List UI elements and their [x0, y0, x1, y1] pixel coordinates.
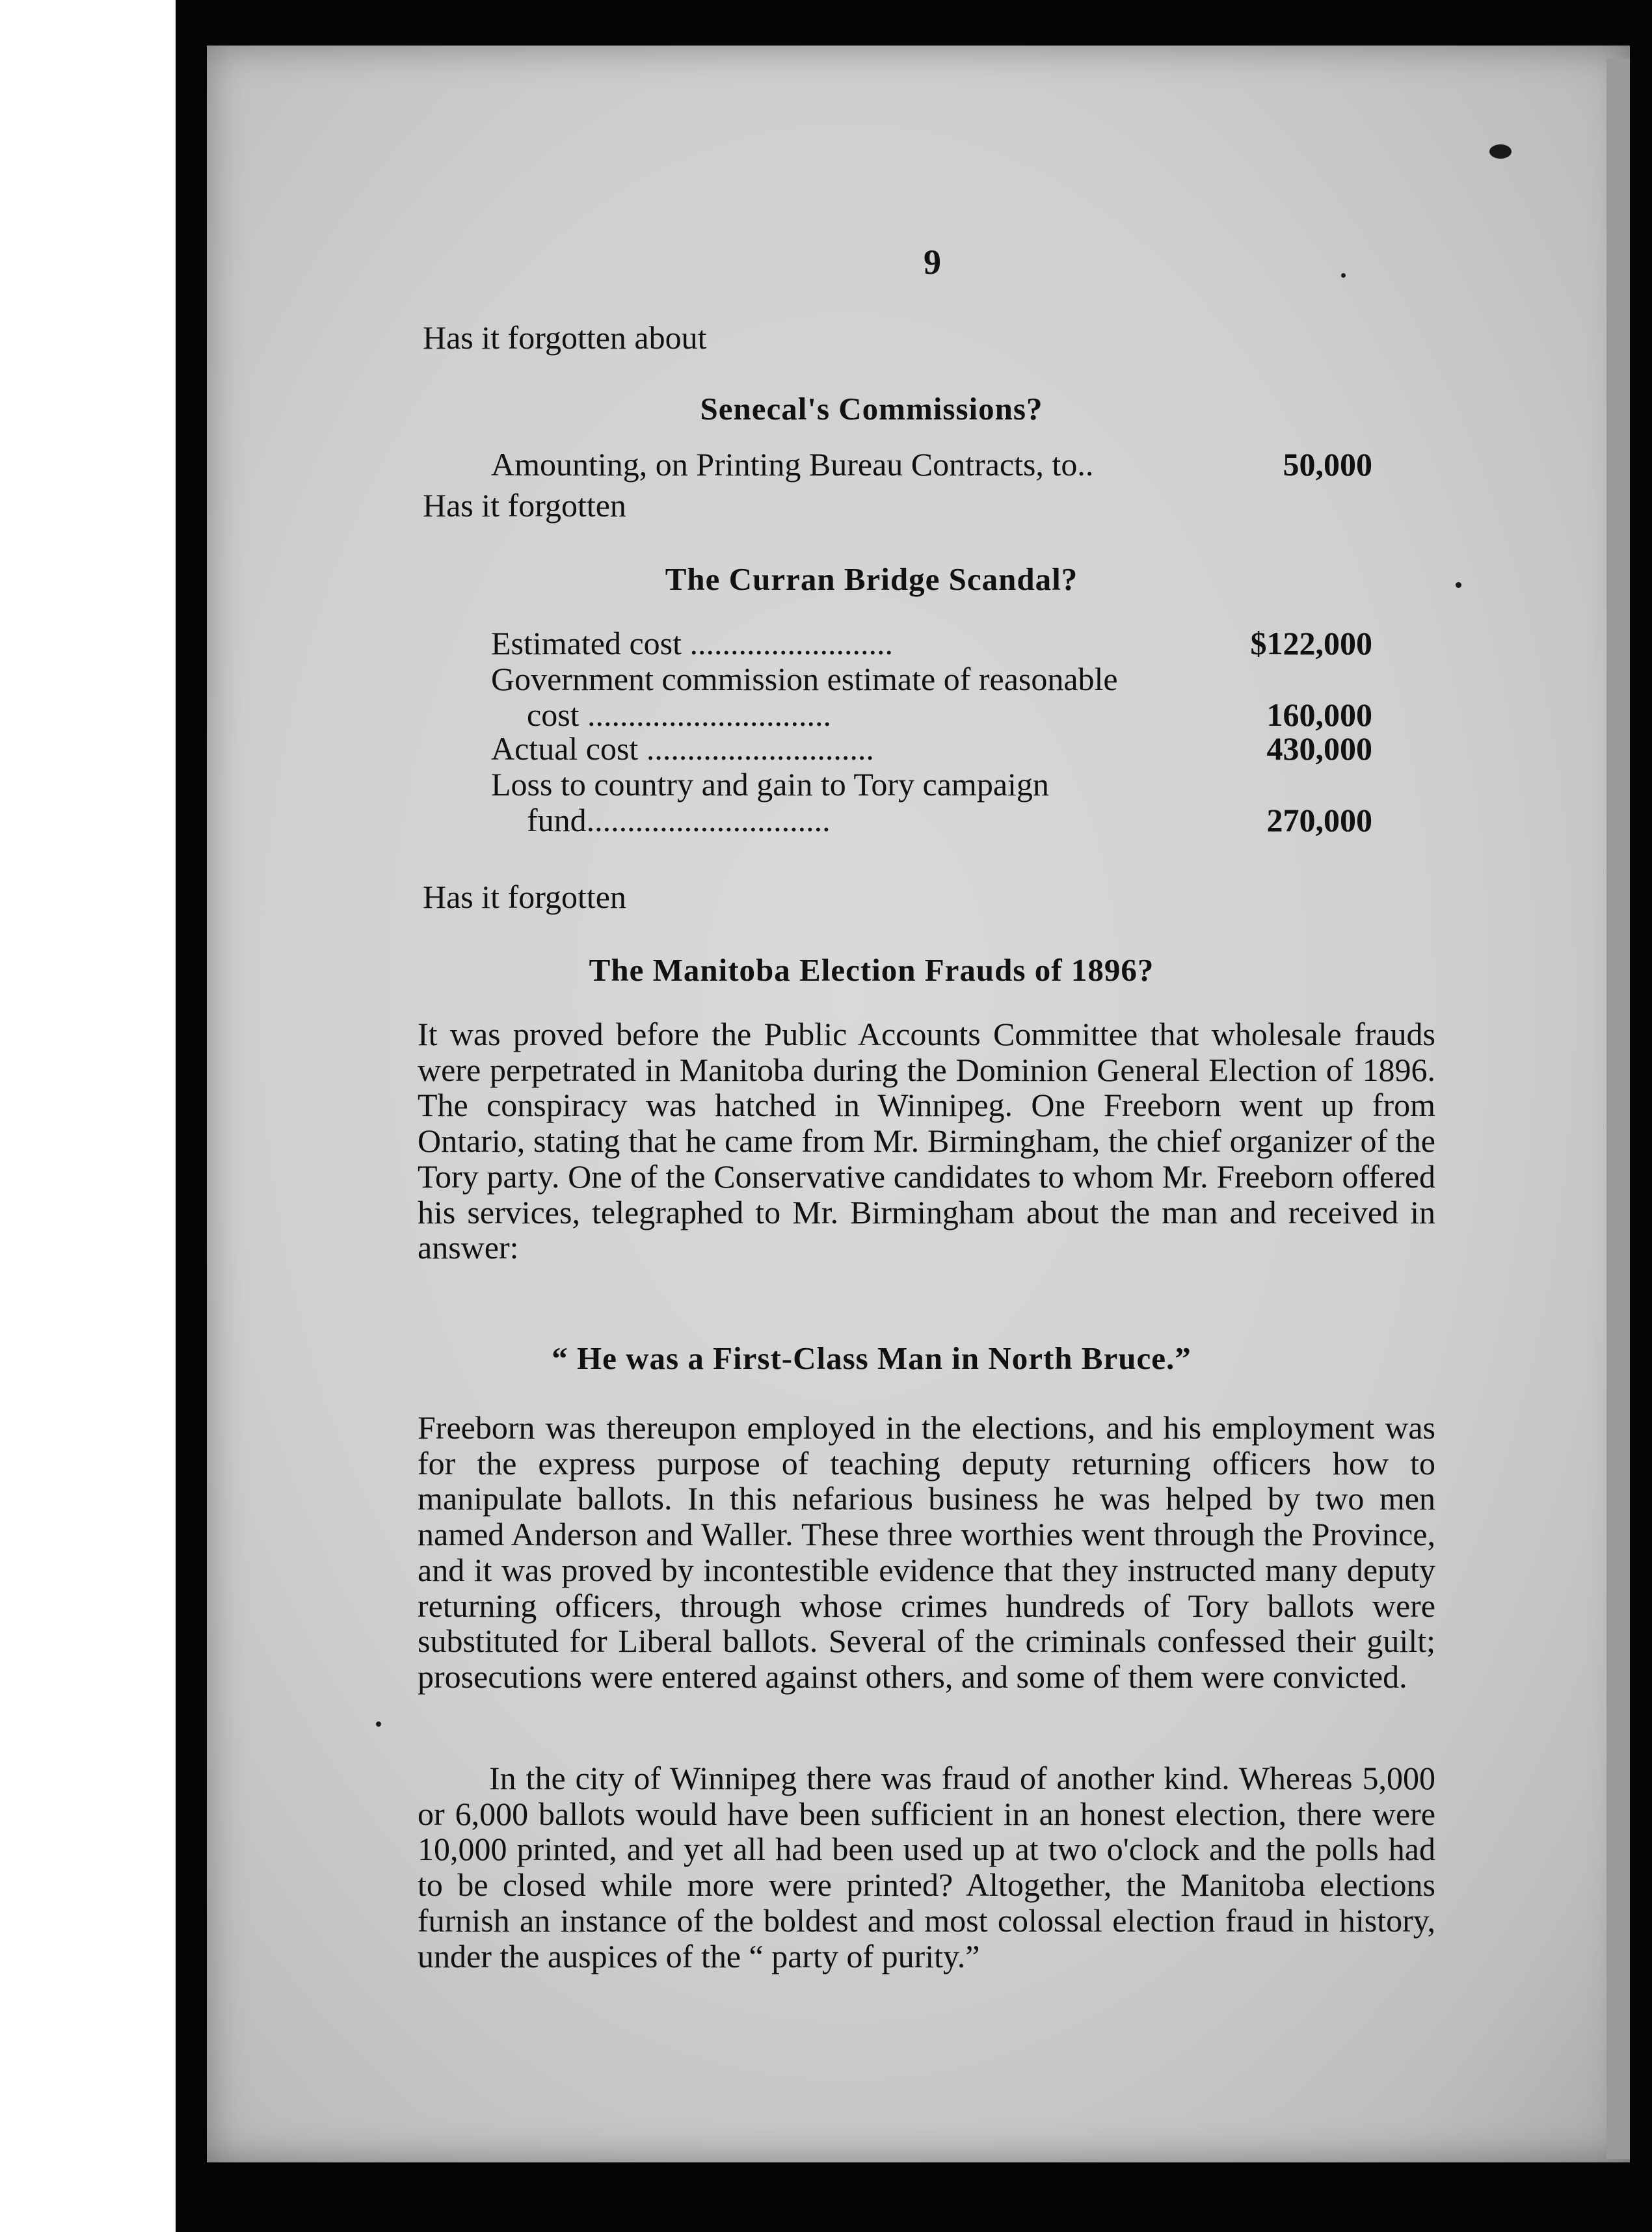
body-paragraph: Freeborn was thereupon employed in the elections, and his employment was for the express purpose of teaching deputy returning officers how to manipulate ballots. In this nefarious business he was helped by two men named Anderson and Waller. These three worthies went through the Province, and it was proved by incontestible evidence that they instructed many deputy returning officers, through whose crimes hundreds of Tory ballots were substituted for Liberal ballots. Several of the criminals confessed their guilt; prosecutions were entered against others, and some of them were convicted. [418, 1409, 1435, 1695]
scan-speck [1456, 582, 1461, 588]
ledger-amount: 160,000 [1266, 697, 1372, 733]
ledger-label: fund.............................. [527, 802, 831, 838]
ledger-label: Estimated cost ......................... [491, 625, 893, 661]
section-heading: Senecal's Commissions? [700, 391, 1043, 427]
section-heading: “ He was a First-Class Man in North Bruce.” [552, 1340, 1192, 1376]
ledger-amount: $122,000 [1250, 625, 1372, 661]
ledger-amount: 50,000 [1283, 446, 1372, 483]
scan-speck [1489, 144, 1512, 159]
scan-speck [1341, 273, 1346, 278]
intro-line: Has it forgotten [423, 487, 626, 524]
page-edge [1606, 59, 1630, 2159]
intro-line: Has it forgotten about [423, 319, 707, 356]
intro-line: Has it forgotten [423, 879, 626, 915]
section-heading: The Manitoba Election Frauds of 1896? [589, 952, 1154, 988]
ledger-label: Amounting, on Printing Bureau Contracts, to.. [491, 446, 1094, 483]
ledger-label: Actual cost ............................ [491, 730, 874, 767]
page-margin [0, 0, 176, 2232]
ledger-label: cost .............................. [527, 697, 832, 733]
body-paragraph: In the city of Winnipeg there was fraud of another kind. Whereas 5,000 or 6,000 ballots would have been sufficient in an honest election, there were 10,000 printed, and yet all had been used up at two o'clock and the polls had to be closed while more were printed? Altogether, the Manitoba elections furnish an instance of the boldest and most colossal election fraud in history, under the auspices of the “ party of purity.” [418, 1760, 1435, 1974]
ledger-label: Loss to country and gain to Tory campaign [491, 766, 1049, 803]
page-number: 9 [924, 243, 941, 282]
scan-speck [376, 1721, 381, 1727]
ledger-amount: 430,000 [1266, 730, 1372, 767]
body-paragraph: It was proved before the Public Accounts Committee that wholesale frauds were perpetrated in Manitoba during the Dominion General Election of 1896. The conspiracy was hatched in Winnipeg. One Freeborn went up from Ontario, stating that he came from Mr. Birmingham, the chief organizer of the Tory party. One of the Conservative candidates to whom Mr. Freeborn offered his services, telegraphed to Mr. Birmingham about the man and received in answer: [418, 1016, 1435, 1266]
ledger-amount: 270,000 [1266, 802, 1372, 838]
ledger-label: Government commission estimate of reasonable [491, 661, 1118, 697]
section-heading: The Curran Bridge Scandal? [665, 561, 1078, 597]
